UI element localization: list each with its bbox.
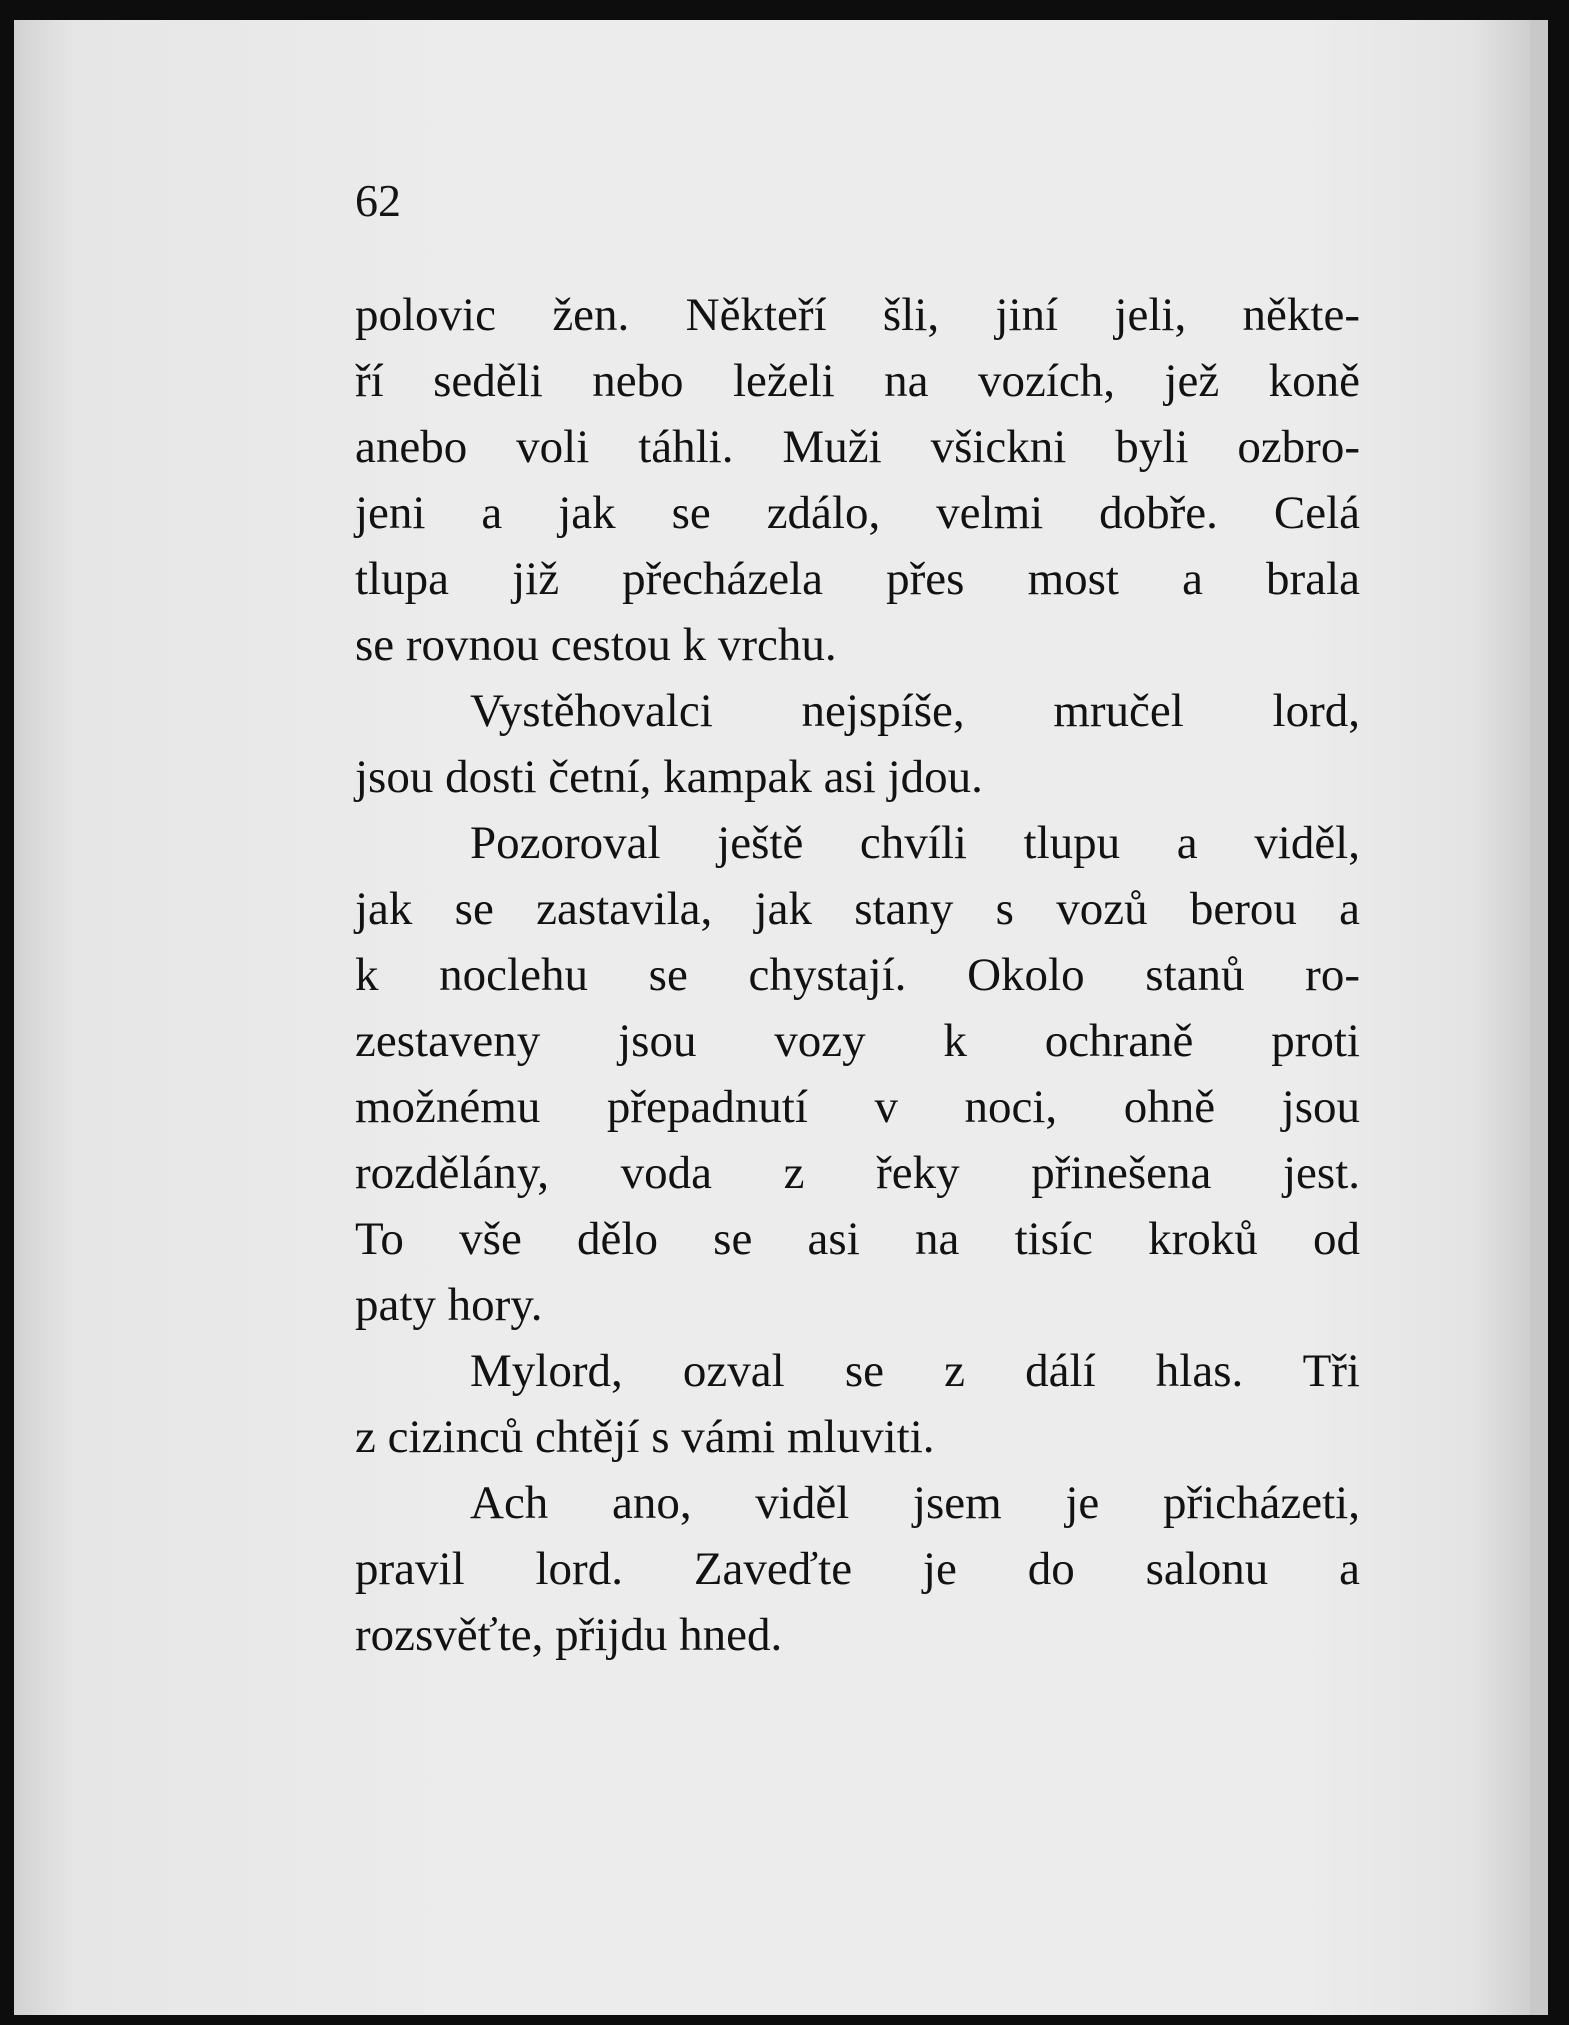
text-line: anebo voli táhli. Muži všickni byli ozbro- (355, 421, 1360, 473)
text-line: Mylord, ozval se z dálí hlas. Tři (470, 1345, 1360, 1397)
text-line: se rovnou cestou k vrchu. (355, 619, 837, 671)
text-line: z cizinců chtějí s vámi mluviti. (355, 1411, 935, 1463)
text-line: Pozoroval ještě chvíli tlupu a viděl, (470, 817, 1360, 869)
text-line: To vše dělo se asi na tisíc kroků od (355, 1213, 1360, 1265)
text-line: k noclehu se chystají. Okolo stanů ro- (355, 949, 1360, 1001)
text-line: pravil lord. Zaveďte je do salonu a (355, 1543, 1360, 1595)
page-number: 62 (355, 175, 401, 226)
text-line: jsou dosti četní, kampak asi jdou. (355, 751, 983, 803)
text-line: ří seděli nebo leželi na vozích, jež koně (355, 355, 1360, 407)
text-line: tlupa již přecházela přes most a brala (355, 553, 1360, 605)
text-line: Ach ano, viděl jsem je přicházeti, (470, 1477, 1360, 1529)
text-line: Vystěhovalci nejspíše, mručel lord, (470, 685, 1360, 737)
text-line: polovic žen. Někteří šli, jiní jeli, někte- (355, 289, 1360, 341)
text-line: rozdělány, voda z řeky přinešena jest. (355, 1147, 1360, 1199)
text-line: paty hory. (355, 1279, 543, 1331)
text-line: jeni a jak se zdálo, velmi dobře. Celá (355, 487, 1360, 539)
page-edge (1530, 20, 1548, 2015)
text-line: zestaveny jsou vozy k ochraně proti (355, 1015, 1360, 1067)
text-line: jak se zastavila, jak stany s vozů berou a (355, 883, 1360, 935)
text-line: rozsvěťte, přijdu hned. (355, 1609, 783, 1661)
text-line: možnému přepadnutí v noci, ohně jsou (355, 1081, 1360, 1133)
